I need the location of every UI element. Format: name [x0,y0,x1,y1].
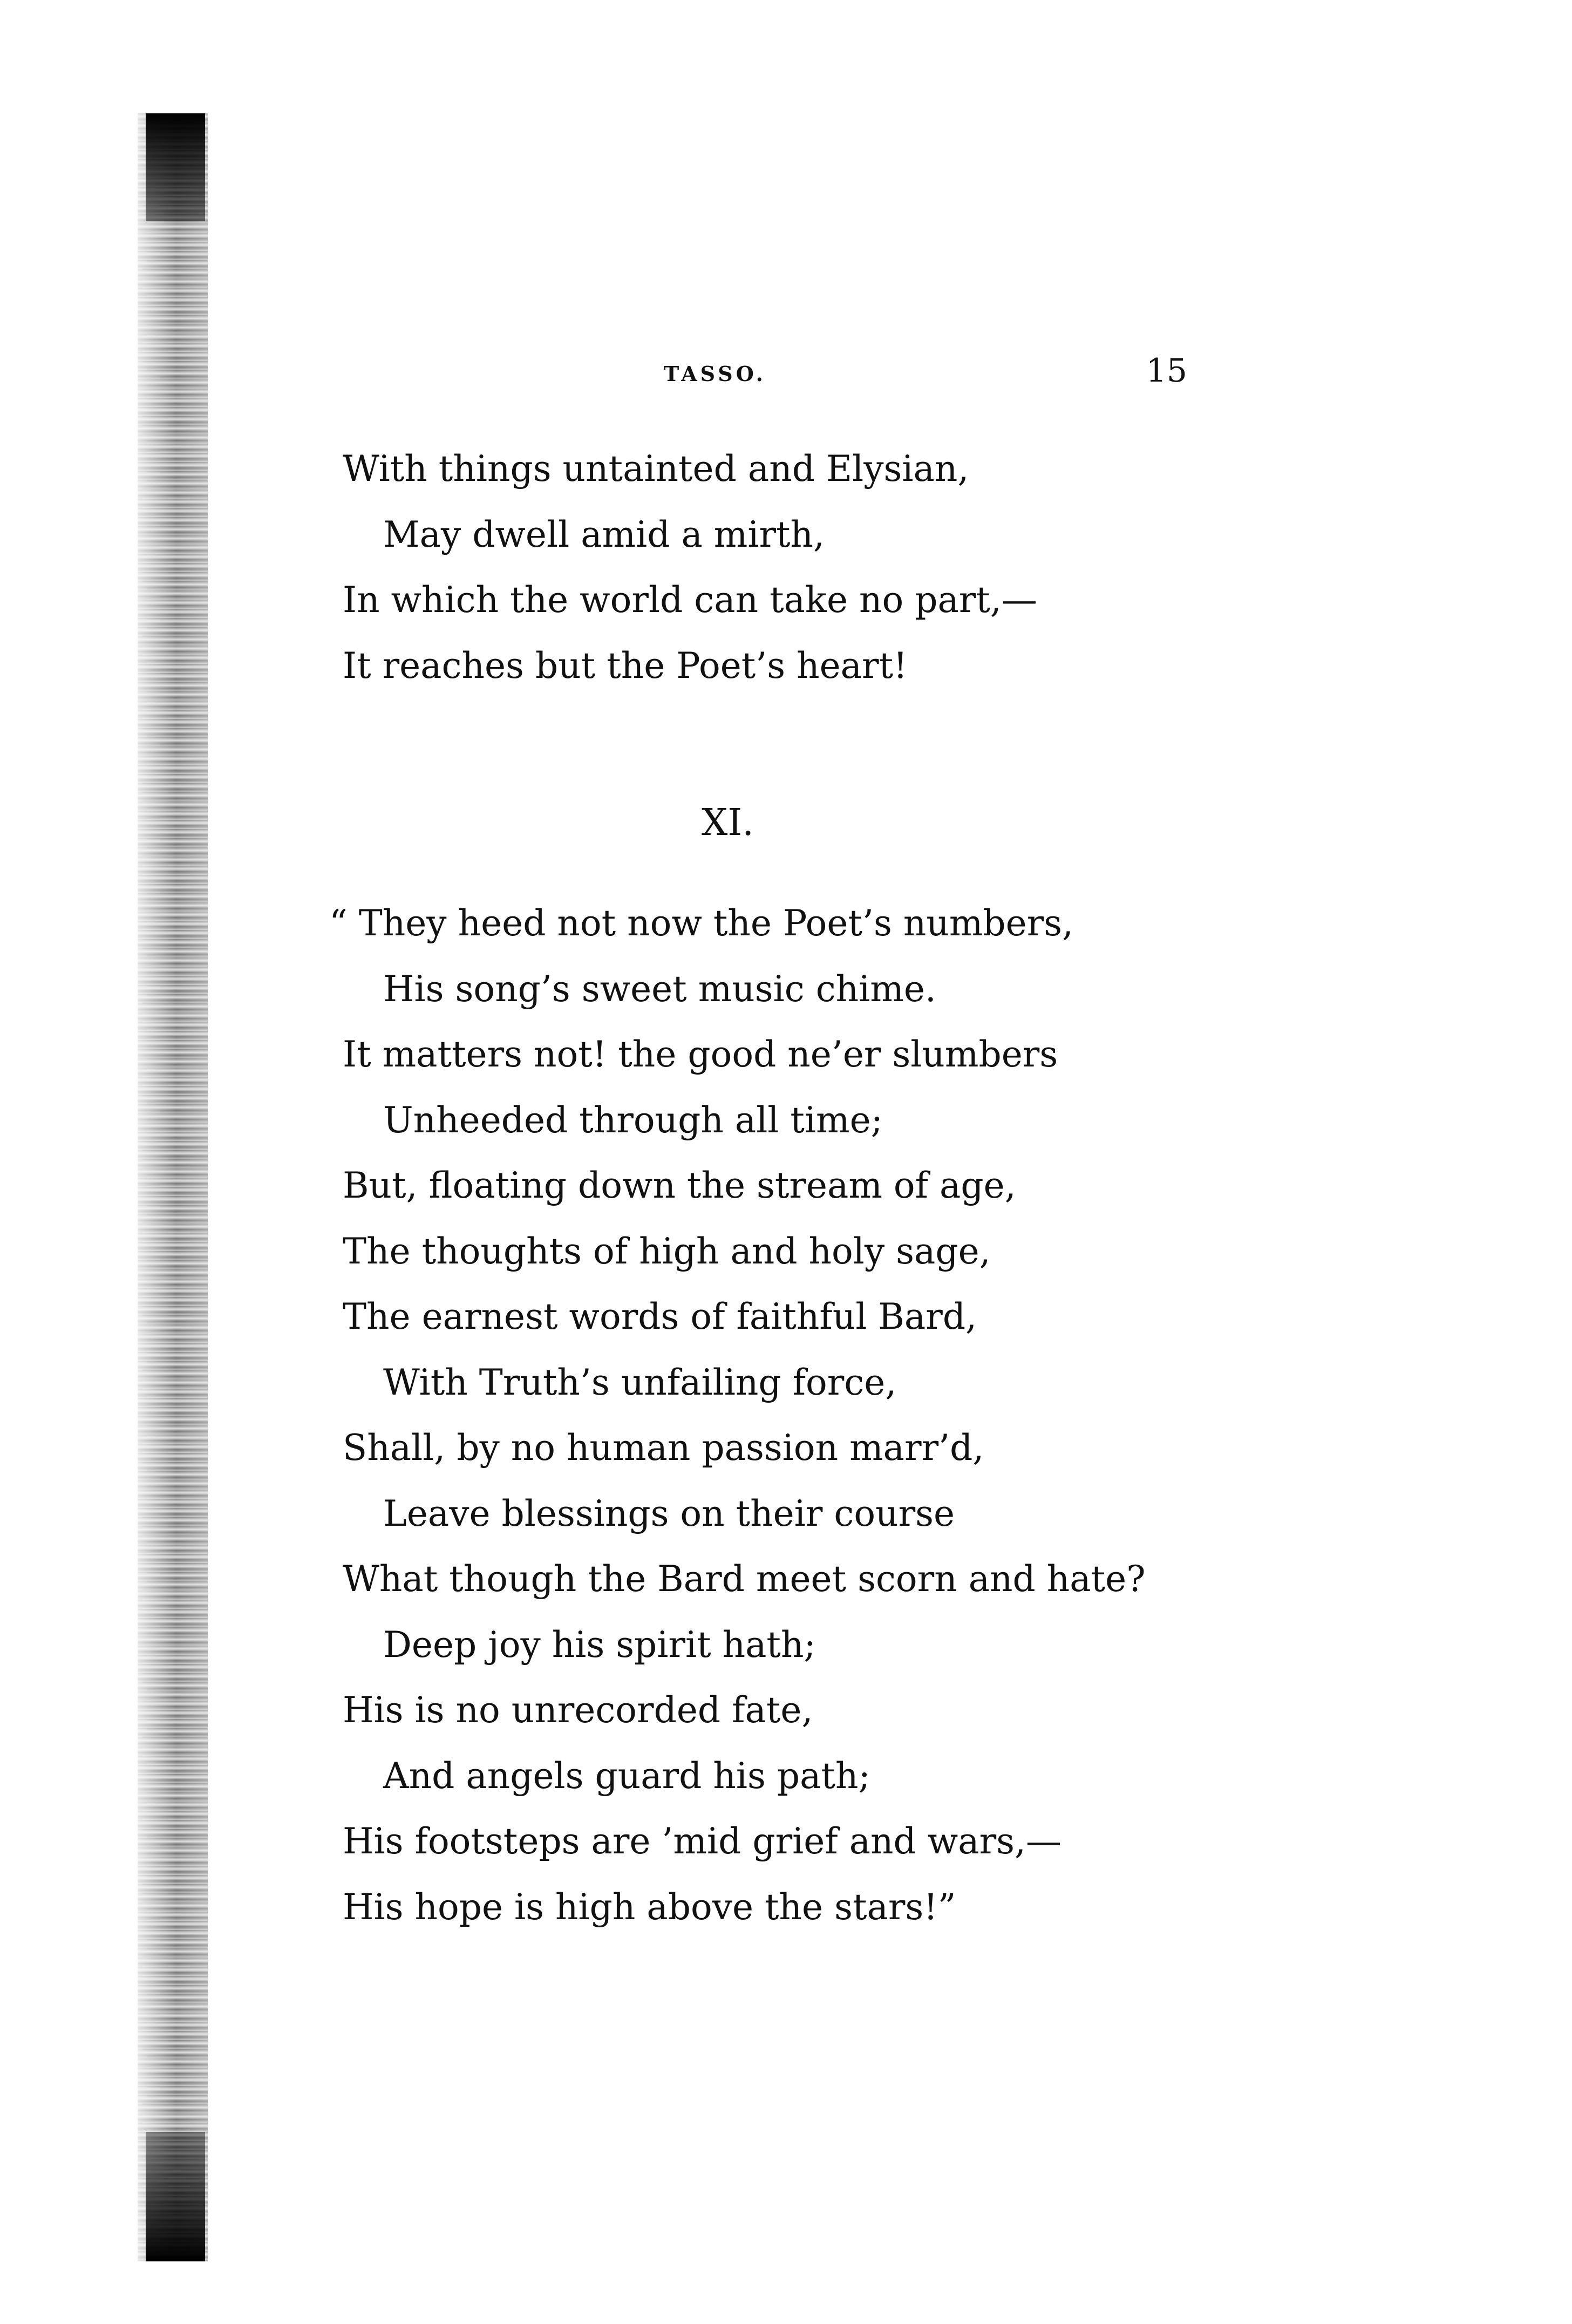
poem-line: It matters not! the good ne’er slumbers [343,1034,1058,1075]
poem-line: His is no unrecorded fate, [343,1689,813,1731]
poem-line: His hope is high above the stars!” [343,1886,956,1928]
poem-line: And angels guard his path; [383,1755,870,1797]
poem-line: The earnest words of faithful Bard, [343,1296,977,1337]
page-number: 15 [1146,352,1187,390]
poem-line: Shall, by no human passion marr’d, [343,1427,984,1469]
page-header [345,345,1198,394]
poem-line: Deep joy his spirit hath; [383,1623,816,1666]
section-number: XI. [702,801,754,844]
poem-line: “ They heed not now the Poet’s numbers, [329,902,1074,944]
stanza-continued [343,436,1260,698]
poem-line: What though the Bard meet scorn and hate? [343,1558,1146,1600]
poem-line: May dwell amid a mirth, [383,513,825,555]
poem-line: His footsteps are ’mid grief and wars,— [343,1820,1062,1862]
poem-line: Leave blessings on their course [383,1492,955,1534]
poem-line: His song’s sweet music chime. [383,968,936,1010]
poem-line: But, floating down the stream of age, [343,1165,1016,1206]
poem-line: With Truth’s unfailing force, [383,1361,897,1403]
running-head: TASSO. [664,362,766,386]
binding-edge [138,113,208,2261]
binding-shadow-top [146,113,205,221]
poem-line: Unheeded through all time; [383,1099,883,1141]
poem-line: The thoughts of high and holy sage, [343,1230,991,1272]
poem-line: With things untainted and Elysian, [343,448,969,490]
poem-line: It reaches but the Poet’s heart! [343,644,908,687]
stanza-xi [329,891,1260,1940]
poem-line: In which the world can take no part,— [343,579,1037,621]
binding-shadow-bottom [146,2132,205,2261]
